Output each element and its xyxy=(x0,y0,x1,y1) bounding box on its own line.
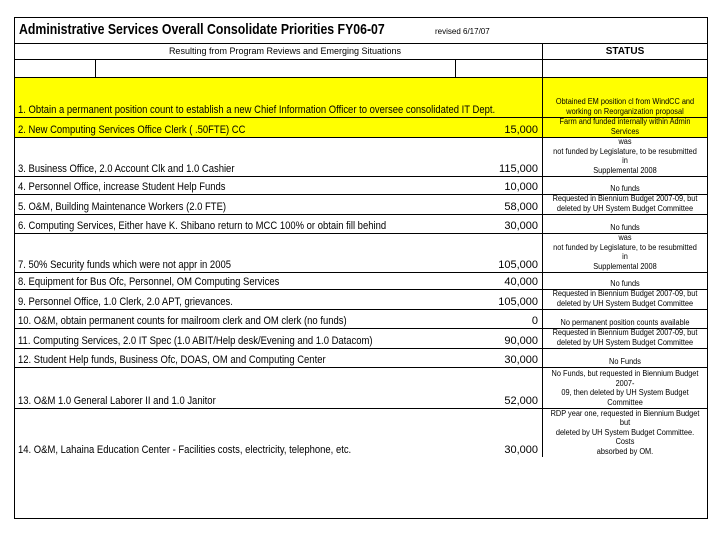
amount-value: 30,000 xyxy=(504,444,538,456)
status-text: No funds xyxy=(610,183,640,193)
amount-value: 15,000 xyxy=(504,124,538,136)
amount-cell xyxy=(455,273,541,289)
amount-cell xyxy=(455,118,541,137)
status-text: Requested in Biennium Budget 2007-09, but deleted by UH System Budget Committee xyxy=(552,195,698,213)
amount-cell xyxy=(455,290,541,309)
status-cell xyxy=(542,195,707,214)
status-header-cell xyxy=(542,44,707,59)
subtitle: Resulting from Program Reviews and Emerging Situations xyxy=(168,46,402,56)
amount-value: 105,000 xyxy=(498,296,538,308)
amount-value: 0 xyxy=(531,315,538,327)
amount-cell xyxy=(455,195,541,214)
page-title: Administrative Services Overall Consolidate Priorities FY06-07 xyxy=(19,21,385,38)
status-cell xyxy=(542,215,707,233)
amount-value: 115,000 xyxy=(499,163,538,175)
amount-value: 90,000 xyxy=(504,335,538,347)
priority-description-cell xyxy=(15,273,527,289)
status-cell xyxy=(542,409,707,457)
priority-description: 4. Personnel Office, increase Student Help Funds xyxy=(18,181,226,193)
amount-cell xyxy=(455,409,541,457)
table-row xyxy=(15,194,707,214)
priority-description: 6. Computing Services, Either have K. Shibano return to MCC 100% or obtain fill behind xyxy=(18,220,387,232)
table-row xyxy=(15,214,707,233)
priority-description-cell xyxy=(15,290,527,309)
status-cell xyxy=(542,234,707,272)
spacer-divider xyxy=(455,60,456,77)
table-row xyxy=(15,367,707,408)
priority-description: 3. Business Office, 2.0 Account Clk and 1.0 Cashier xyxy=(18,163,235,175)
status-cell xyxy=(542,177,707,194)
priority-description: 8. Equipment for Bus Ofc, Personnel, OM Computing Services xyxy=(18,276,280,288)
status-text: No funds xyxy=(610,222,640,232)
priority-description-cell xyxy=(15,368,527,408)
table-row xyxy=(15,117,707,137)
table-row xyxy=(15,233,707,272)
status-cell xyxy=(542,273,707,289)
table-row xyxy=(15,309,707,328)
status-cell xyxy=(542,78,707,117)
status-text: was not funded by Legislature, to be resubmitted in Supplemental 2008 xyxy=(553,234,697,271)
priority-description: 2. New Computing Services Office Clerk ( .50FTE) CC xyxy=(18,124,246,136)
priority-description-cell xyxy=(15,349,527,367)
status-text: Obtained EM position cl from WindCC and working on Reorganization proposal xyxy=(555,97,695,116)
spacer-divider xyxy=(95,60,96,77)
status-text: No permanent position counts available xyxy=(560,317,690,327)
priority-description-cell xyxy=(15,215,527,233)
status-cell xyxy=(542,118,707,137)
priority-description: 10. O&M, obtain permanent counts for mailroom clerk and OM clerk (no funds) xyxy=(18,315,347,327)
table-row xyxy=(15,348,707,367)
priority-description-cell xyxy=(15,78,527,117)
amount-cell xyxy=(455,177,541,194)
status-text: No Funds xyxy=(609,356,641,366)
amount-cell xyxy=(455,310,541,328)
status-cell xyxy=(542,290,707,309)
amount-cell xyxy=(455,215,541,233)
priority-description: 1. Obtain a permanent position count to establish a new Chief Information Officer to oversee consolidated IT Dept. xyxy=(18,104,496,116)
status-text: Requested in Biennium Budget 2007-09, but deleted by UH System Budget Committee xyxy=(552,329,698,347)
title-row xyxy=(15,18,707,43)
amount-value: 10,000 xyxy=(504,181,538,193)
amount-value: 52,000 xyxy=(504,395,538,407)
amount-cell xyxy=(455,349,541,367)
amount-cell xyxy=(455,368,541,408)
status-text: Farm and funded internally within Admin Services xyxy=(559,118,691,136)
amount-value: 30,000 xyxy=(504,220,538,232)
amount-value: 105,000 xyxy=(498,259,538,271)
priority-description: 9. Personnel Office, 1.0 Clerk, 2.0 APT, grievances. xyxy=(18,296,233,308)
amount-cell xyxy=(455,138,541,176)
status-cell xyxy=(542,310,707,328)
priority-description-cell xyxy=(15,138,527,176)
priority-description: 14. O&M, Lahaina Education Center - Facilities costs, electricity, telephone, etc. xyxy=(18,444,352,456)
amount-cell xyxy=(455,78,541,117)
status-cell xyxy=(542,329,707,348)
priority-description: 13. O&M 1.0 General Laborer II and 1.0 Janitor xyxy=(18,395,216,407)
subtitle-row xyxy=(15,43,707,59)
spacer-status-cell xyxy=(542,60,707,77)
priority-description-cell xyxy=(15,409,527,457)
status-text: was not funded by Legislature, to be resubmitted in Supplemental 2008 xyxy=(553,138,697,175)
amount-cell xyxy=(455,329,541,348)
priority-description-cell xyxy=(15,329,527,348)
status-text: No funds xyxy=(610,278,640,288)
priority-description: 7. 50% Security funds which were not appr in 2005 xyxy=(18,259,231,271)
priority-description-cell xyxy=(15,195,527,214)
revised-date: revised 6/17/07 xyxy=(435,27,490,36)
amount-value: 40,000 xyxy=(504,276,538,288)
table-row xyxy=(15,328,707,348)
priority-description-cell xyxy=(15,177,527,194)
spacer-row xyxy=(15,59,707,77)
priority-description: 12. Student Help funds, Business Ofc, DOAS, OM and Computing Center xyxy=(18,354,326,366)
table-row xyxy=(15,137,707,176)
status-cell xyxy=(542,349,707,367)
table-row xyxy=(15,408,707,457)
priority-description: 11. Computing Services, 2.0 IT Spec (1.0 ABIT/Help desk/Evening and 1.0 Datacom) xyxy=(18,335,373,347)
status-text: RDP year one, requested in Biennium Budget but deleted by UH System Budget Committee. Costs absorbed by OM. xyxy=(550,409,700,456)
priority-description-cell xyxy=(15,118,527,137)
table-row xyxy=(15,272,707,289)
status-header: STATUS xyxy=(605,46,645,57)
table-row xyxy=(15,176,707,194)
status-text: Requested in Biennium Budget 2007-09, but deleted by UH System Budget Committee xyxy=(552,290,698,308)
priority-description-cell xyxy=(15,234,527,272)
priority-description-cell xyxy=(15,310,527,328)
status-text: No Funds, but requested in Biennium Budget 2007- 09, then deleted by UH System Budget Committee xyxy=(551,369,699,407)
table-row xyxy=(15,77,707,117)
priority-description: 5. O&M, Building Maintenance Workers (2.0 FTE) xyxy=(18,201,227,213)
amount-value: 58,000 xyxy=(504,201,538,213)
table-row xyxy=(15,289,707,309)
amount-cell xyxy=(455,234,541,272)
amount-value: 30,000 xyxy=(504,354,538,366)
priorities-table xyxy=(14,17,708,519)
status-cell xyxy=(542,138,707,176)
status-cell xyxy=(542,368,707,408)
